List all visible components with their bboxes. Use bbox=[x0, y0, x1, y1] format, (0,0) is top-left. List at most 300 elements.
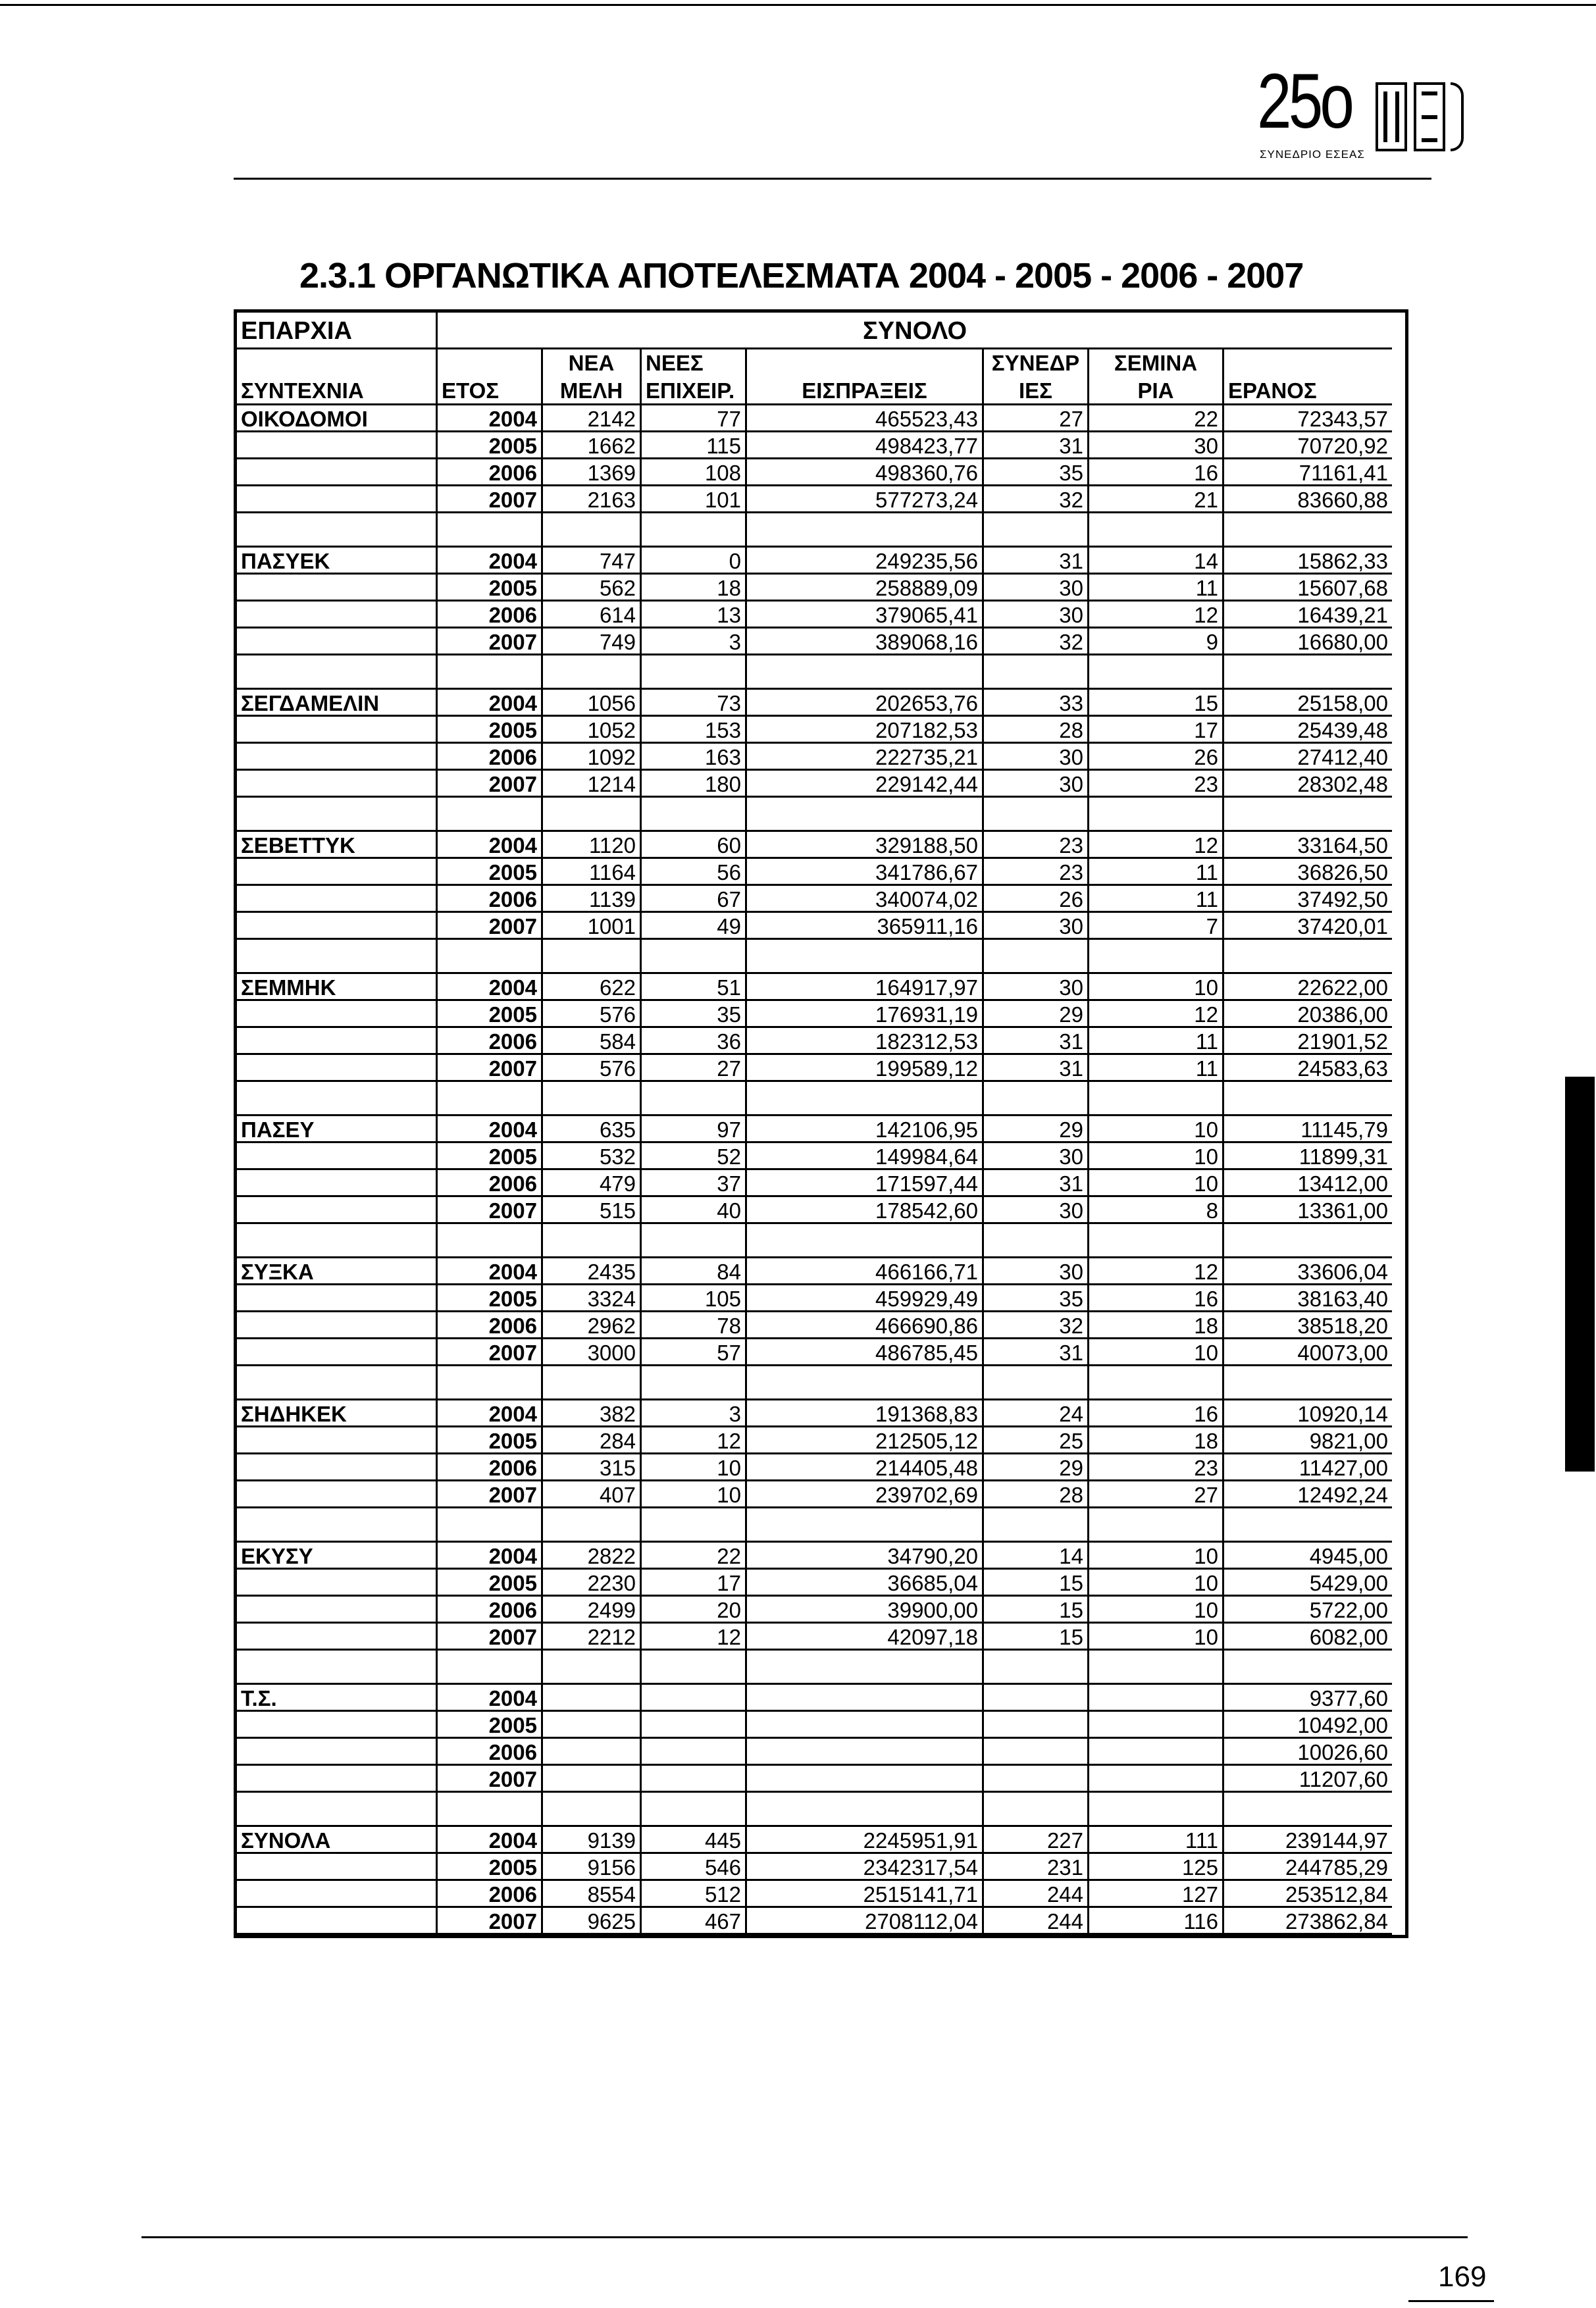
cell-new-companies: 57 bbox=[640, 1339, 745, 1366]
spacer-cell bbox=[1087, 513, 1222, 548]
cell-year: 2006 bbox=[436, 744, 541, 771]
header-l1-5: ΣΥΝΕΔΡ bbox=[982, 349, 1087, 376]
cell-new-companies bbox=[640, 1739, 745, 1766]
cell-receipts bbox=[745, 1712, 982, 1739]
cell-new-companies: 180 bbox=[640, 771, 745, 798]
spacer-cell bbox=[1222, 1224, 1392, 1258]
cell-new-companies: 12 bbox=[640, 1624, 745, 1651]
spacer-cell bbox=[237, 1508, 436, 1543]
cell-donation: 24583,63 bbox=[1222, 1055, 1392, 1082]
cell-receipts: 2245951,91 bbox=[745, 1827, 982, 1854]
union-name-empty bbox=[237, 913, 436, 940]
cell-conferences: 30 bbox=[982, 974, 1087, 1001]
cell-seminars bbox=[1087, 1712, 1222, 1739]
cell-new-companies bbox=[640, 1766, 745, 1793]
spacer-cell bbox=[1222, 1082, 1392, 1116]
cell-receipts: 465523,43 bbox=[745, 405, 982, 432]
union-name: ΠΑΣΕΥ bbox=[237, 1116, 436, 1143]
cell-receipts: 164917,97 bbox=[745, 974, 982, 1001]
union-name-empty bbox=[237, 1766, 436, 1793]
cell-seminars: 10 bbox=[1087, 1624, 1222, 1651]
cell-donation: 10026,60 bbox=[1222, 1739, 1392, 1766]
cell-new-members: 584 bbox=[541, 1028, 640, 1055]
spacer-cell bbox=[640, 1366, 745, 1400]
cell-receipts: 379065,41 bbox=[745, 602, 982, 628]
cell-seminars: 10 bbox=[1087, 1116, 1222, 1143]
cell-new-members: 562 bbox=[541, 575, 640, 602]
cell-new-members: 2230 bbox=[541, 1570, 640, 1597]
cell-new-companies: 105 bbox=[640, 1285, 745, 1312]
cell-seminars: 10 bbox=[1087, 974, 1222, 1001]
cell-new-members: 315 bbox=[541, 1454, 640, 1481]
union-name-empty bbox=[237, 486, 436, 513]
cell-donation: 244785,29 bbox=[1222, 1854, 1392, 1881]
header-conferences: ΙΕΣ bbox=[982, 376, 1087, 405]
cell-year: 2006 bbox=[436, 1881, 541, 1908]
cell-conferences: 31 bbox=[982, 1028, 1087, 1055]
union-name-empty bbox=[237, 859, 436, 886]
cell-new-companies: 153 bbox=[640, 717, 745, 744]
cell-seminars: 16 bbox=[1087, 459, 1222, 486]
cell-new-companies: 17 bbox=[640, 1570, 745, 1597]
header-new-members: ΜΕΛΗ bbox=[541, 376, 640, 405]
logo-glyph-e bbox=[1414, 82, 1445, 151]
cell-donation: 5722,00 bbox=[1222, 1597, 1392, 1624]
spacer-cell bbox=[982, 798, 1087, 832]
spacer-cell bbox=[982, 655, 1087, 690]
cell-new-members: 479 bbox=[541, 1170, 640, 1197]
spacer-cell bbox=[436, 1082, 541, 1116]
cell-year: 2005 bbox=[436, 1712, 541, 1739]
union-name-empty bbox=[237, 602, 436, 628]
union-name: Τ.Σ. bbox=[237, 1685, 436, 1712]
cell-new-members: 1139 bbox=[541, 886, 640, 913]
cell-seminars: 11 bbox=[1087, 575, 1222, 602]
logo-glyph-p bbox=[1376, 82, 1407, 151]
cell-new-members: 3000 bbox=[541, 1339, 640, 1366]
cell-conferences: 29 bbox=[982, 1116, 1087, 1143]
spacer-cell bbox=[237, 798, 436, 832]
cell-receipts: 341786,67 bbox=[745, 859, 982, 886]
union-name-empty bbox=[237, 1481, 436, 1508]
union-name-empty bbox=[237, 1597, 436, 1624]
cell-receipts: 239702,69 bbox=[745, 1481, 982, 1508]
cell-seminars: 10 bbox=[1087, 1597, 1222, 1624]
cell-donation: 6082,00 bbox=[1222, 1624, 1392, 1651]
union-name-empty bbox=[237, 1854, 436, 1881]
cell-seminars bbox=[1087, 1739, 1222, 1766]
union-name-empty bbox=[237, 1285, 436, 1312]
header-l1-0 bbox=[237, 349, 436, 376]
cell-receipts: 207182,53 bbox=[745, 717, 982, 744]
cell-donation: 10492,00 bbox=[1222, 1712, 1392, 1739]
cell-new-companies: 36 bbox=[640, 1028, 745, 1055]
spacer-cell bbox=[640, 1651, 745, 1685]
cell-seminars: 9 bbox=[1087, 628, 1222, 655]
cell-new-companies: 22 bbox=[640, 1543, 745, 1570]
spacer-cell bbox=[982, 1793, 1087, 1827]
spacer-cell bbox=[237, 1366, 436, 1400]
cell-year: 2007 bbox=[436, 1766, 541, 1793]
spacer-cell bbox=[541, 1224, 640, 1258]
top-rule bbox=[0, 4, 1596, 6]
cell-conferences: 31 bbox=[982, 1339, 1087, 1366]
cell-year: 2005 bbox=[436, 432, 541, 459]
cell-new-companies: 52 bbox=[640, 1143, 745, 1170]
cell-donation: 16680,00 bbox=[1222, 628, 1392, 655]
cell-conferences: 227 bbox=[982, 1827, 1087, 1854]
spacer-cell bbox=[745, 940, 982, 974]
cell-year: 2004 bbox=[436, 1827, 541, 1854]
cell-year: 2004 bbox=[436, 1685, 541, 1712]
cell-conferences: 15 bbox=[982, 1570, 1087, 1597]
header-receipts: ΕΙΣΠΡΑΞΕΙΣ bbox=[745, 376, 982, 405]
union-name-empty bbox=[237, 1712, 436, 1739]
cell-new-members: 284 bbox=[541, 1427, 640, 1454]
cell-conferences: 244 bbox=[982, 1881, 1087, 1908]
cell-seminars: 21 bbox=[1087, 486, 1222, 513]
cell-donation: 12492,24 bbox=[1222, 1481, 1392, 1508]
cell-year: 2004 bbox=[436, 974, 541, 1001]
cell-receipts: 212505,12 bbox=[745, 1427, 982, 1454]
cell-new-members bbox=[541, 1739, 640, 1766]
cell-conferences: 15 bbox=[982, 1597, 1087, 1624]
cell-year: 2005 bbox=[436, 1001, 541, 1028]
cell-receipts: 389068,16 bbox=[745, 628, 982, 655]
cell-receipts: 258889,09 bbox=[745, 575, 982, 602]
cell-new-companies: 445 bbox=[640, 1827, 745, 1854]
cell-new-members: 2142 bbox=[541, 405, 640, 432]
cell-new-members: 1052 bbox=[541, 717, 640, 744]
spacer-cell bbox=[982, 1366, 1087, 1400]
cell-year: 2005 bbox=[436, 859, 541, 886]
cell-new-companies: 77 bbox=[640, 405, 745, 432]
cell-seminars: 16 bbox=[1087, 1400, 1222, 1427]
cell-conferences: 27 bbox=[982, 405, 1087, 432]
cell-seminars: 16 bbox=[1087, 1285, 1222, 1312]
logo-subtitle: ΣΥΝΕΔΡΙΟ ΕΣΕΑΣ bbox=[1260, 148, 1365, 161]
cell-new-members: 532 bbox=[541, 1143, 640, 1170]
cell-year: 2007 bbox=[436, 913, 541, 940]
cell-donation: 5429,00 bbox=[1222, 1570, 1392, 1597]
spacer-cell bbox=[1222, 513, 1392, 548]
cell-year: 2007 bbox=[436, 1908, 541, 1935]
cell-donation: 22622,00 bbox=[1222, 974, 1392, 1001]
cell-receipts: 229142,44 bbox=[745, 771, 982, 798]
cell-seminars: 8 bbox=[1087, 1197, 1222, 1224]
spacer-cell bbox=[1087, 940, 1222, 974]
cell-receipts: 577273,24 bbox=[745, 486, 982, 513]
cell-new-members: 1001 bbox=[541, 913, 640, 940]
cell-receipts: 171597,44 bbox=[745, 1170, 982, 1197]
cell-receipts: 329188,50 bbox=[745, 832, 982, 859]
cell-new-companies: 512 bbox=[640, 1881, 745, 1908]
cell-donation: 38518,20 bbox=[1222, 1312, 1392, 1339]
cell-new-members: 2499 bbox=[541, 1597, 640, 1624]
cell-conferences: 28 bbox=[982, 1481, 1087, 1508]
cell-donation: 71161,41 bbox=[1222, 459, 1392, 486]
spacer-cell bbox=[745, 513, 982, 548]
spacer-cell bbox=[541, 1366, 640, 1400]
cell-new-members bbox=[541, 1766, 640, 1793]
cell-new-companies: 51 bbox=[640, 974, 745, 1001]
cell-new-companies: 35 bbox=[640, 1001, 745, 1028]
cell-conferences: 32 bbox=[982, 1312, 1087, 1339]
spacer-cell bbox=[436, 1651, 541, 1685]
spacer-cell bbox=[745, 655, 982, 690]
cell-conferences: 30 bbox=[982, 744, 1087, 771]
cell-seminars: 12 bbox=[1087, 832, 1222, 859]
header-year: ΕΤΟΣ bbox=[436, 376, 541, 405]
cell-year: 2005 bbox=[436, 1285, 541, 1312]
cell-new-members: 2163 bbox=[541, 486, 640, 513]
cell-year: 2004 bbox=[436, 1116, 541, 1143]
cell-new-members: 382 bbox=[541, 1400, 640, 1427]
page-title: 2.3.1 ΟΡΓΑΝΩΤΙΚΑ ΑΠΟΤΕΛΕΣΜΑΤΑ 2004 - 2005 - 2006 - 2007 bbox=[299, 256, 1304, 295]
cell-new-members: 635 bbox=[541, 1116, 640, 1143]
union-name-empty bbox=[237, 459, 436, 486]
cell-new-companies: 101 bbox=[640, 486, 745, 513]
cell-conferences: 26 bbox=[982, 886, 1087, 913]
cell-new-companies: 3 bbox=[640, 1400, 745, 1427]
cell-receipts bbox=[745, 1766, 982, 1793]
cell-conferences: 32 bbox=[982, 628, 1087, 655]
header-donation: ΕΡΑΝΟΣ bbox=[1222, 376, 1392, 405]
cell-new-members: 2212 bbox=[541, 1624, 640, 1651]
cell-new-members: 749 bbox=[541, 628, 640, 655]
cell-new-companies: 27 bbox=[640, 1055, 745, 1082]
cell-new-companies: 20 bbox=[640, 1597, 745, 1624]
union-name: ΣΕΒΕΤΤΥΚ bbox=[237, 832, 436, 859]
cell-donation: 4945,00 bbox=[1222, 1543, 1392, 1570]
union-name: ΣΕΜΜΗΚ bbox=[237, 974, 436, 1001]
cell-donation: 25158,00 bbox=[1222, 690, 1392, 717]
cell-year: 2004 bbox=[436, 1258, 541, 1285]
cell-donation: 9821,00 bbox=[1222, 1427, 1392, 1454]
cell-seminars: 17 bbox=[1087, 717, 1222, 744]
cell-seminars: 14 bbox=[1087, 548, 1222, 575]
spacer-cell bbox=[1222, 655, 1392, 690]
cell-conferences: 24 bbox=[982, 1400, 1087, 1427]
union-name: ΕΚΥΣΥ bbox=[237, 1543, 436, 1570]
cell-conferences: 30 bbox=[982, 1258, 1087, 1285]
cell-new-members: 9139 bbox=[541, 1827, 640, 1854]
cell-donation: 20386,00 bbox=[1222, 1001, 1392, 1028]
cell-new-members: 1662 bbox=[541, 432, 640, 459]
union-name: ΠΑΣΥΕΚ bbox=[237, 548, 436, 575]
cell-receipts: 486785,45 bbox=[745, 1339, 982, 1366]
cell-year: 2007 bbox=[436, 1481, 541, 1508]
union-name-empty bbox=[237, 1570, 436, 1597]
cell-receipts: 249235,56 bbox=[745, 548, 982, 575]
spacer-cell bbox=[982, 1082, 1087, 1116]
cell-year: 2007 bbox=[436, 628, 541, 655]
cell-donation: 15862,33 bbox=[1222, 548, 1392, 575]
cell-year: 2005 bbox=[436, 1427, 541, 1454]
spacer-cell bbox=[1222, 1508, 1392, 1543]
cell-receipts: 498423,77 bbox=[745, 432, 982, 459]
union-name-empty bbox=[237, 1739, 436, 1766]
spacer-cell bbox=[237, 1793, 436, 1827]
union-name-empty bbox=[237, 1028, 436, 1055]
cell-new-companies: 37 bbox=[640, 1170, 745, 1197]
union-name-empty bbox=[237, 1881, 436, 1908]
cell-donation: 37420,01 bbox=[1222, 913, 1392, 940]
cell-seminars: 11 bbox=[1087, 1028, 1222, 1055]
spacer-cell bbox=[640, 513, 745, 548]
cell-receipts: 178542,60 bbox=[745, 1197, 982, 1224]
header-province: ΕΠΑΡΧΙΑ bbox=[237, 313, 436, 349]
cell-donation: 33164,50 bbox=[1222, 832, 1392, 859]
cell-new-companies: 467 bbox=[640, 1908, 745, 1935]
spacer-cell bbox=[745, 1366, 982, 1400]
header-l1-2: ΝΕΑ bbox=[541, 349, 640, 376]
cell-conferences: 25 bbox=[982, 1427, 1087, 1454]
cell-conferences: 23 bbox=[982, 859, 1087, 886]
union-name-empty bbox=[237, 575, 436, 602]
cell-conferences: 31 bbox=[982, 1055, 1087, 1082]
cell-new-companies: 0 bbox=[640, 548, 745, 575]
spacer-cell bbox=[1222, 1366, 1392, 1400]
cell-conferences: 23 bbox=[982, 832, 1087, 859]
spacer-cell bbox=[1087, 1508, 1222, 1543]
spacer-cell bbox=[1087, 1651, 1222, 1685]
cell-seminars: 125 bbox=[1087, 1854, 1222, 1881]
cell-seminars: 111 bbox=[1087, 1827, 1222, 1854]
cell-donation: 11899,31 bbox=[1222, 1143, 1392, 1170]
cell-year: 2004 bbox=[436, 405, 541, 432]
results-grid bbox=[237, 313, 1405, 1935]
cell-seminars: 11 bbox=[1087, 886, 1222, 913]
cell-donation: 11145,79 bbox=[1222, 1116, 1392, 1143]
union-name: ΣΥΞΚΑ bbox=[237, 1258, 436, 1285]
cell-seminars: 18 bbox=[1087, 1427, 1222, 1454]
spacer-cell bbox=[436, 655, 541, 690]
union-name: ΣΗΔΗΚΕΚ bbox=[237, 1400, 436, 1427]
cell-donation: 33606,04 bbox=[1222, 1258, 1392, 1285]
cell-conferences: 30 bbox=[982, 1143, 1087, 1170]
cell-receipts: 149984,64 bbox=[745, 1143, 982, 1170]
cell-year: 2005 bbox=[436, 1854, 541, 1881]
footer-rule bbox=[142, 2236, 1468, 2238]
union-name-empty bbox=[237, 1339, 436, 1366]
cell-receipts: 340074,02 bbox=[745, 886, 982, 913]
cell-receipts: 182312,53 bbox=[745, 1028, 982, 1055]
cell-new-members: 1214 bbox=[541, 771, 640, 798]
cell-receipts: 498360,76 bbox=[745, 459, 982, 486]
cell-seminars: 10 bbox=[1087, 1143, 1222, 1170]
spacer-cell bbox=[237, 1651, 436, 1685]
spacer-cell bbox=[237, 513, 436, 548]
cell-year: 2006 bbox=[436, 459, 541, 486]
cell-new-members: 9625 bbox=[541, 1908, 640, 1935]
cell-new-companies: 3 bbox=[640, 628, 745, 655]
union-name: ΣΕΓΔΑΜΕΛΙΝ bbox=[237, 690, 436, 717]
cell-year: 2004 bbox=[436, 548, 541, 575]
cell-new-companies: 12 bbox=[640, 1427, 745, 1454]
header-l1-3: ΝΕΕΣ bbox=[640, 349, 745, 376]
cell-year: 2006 bbox=[436, 1454, 541, 1481]
cell-donation: 253512,84 bbox=[1222, 1881, 1392, 1908]
cell-seminars: 30 bbox=[1087, 432, 1222, 459]
spacer-cell bbox=[1087, 1366, 1222, 1400]
cell-seminars: 10 bbox=[1087, 1570, 1222, 1597]
cell-new-members: 2962 bbox=[541, 1312, 640, 1339]
spacer-cell bbox=[237, 940, 436, 974]
spacer-cell bbox=[541, 798, 640, 832]
cell-seminars: 116 bbox=[1087, 1908, 1222, 1935]
cell-receipts: 34790,20 bbox=[745, 1543, 982, 1570]
cell-year: 2006 bbox=[436, 1739, 541, 1766]
spacer-cell bbox=[541, 513, 640, 548]
union-name-empty bbox=[237, 1143, 436, 1170]
cell-new-members: 2435 bbox=[541, 1258, 640, 1285]
spacer-cell bbox=[237, 1224, 436, 1258]
cell-new-companies: 84 bbox=[640, 1258, 745, 1285]
cell-year: 2006 bbox=[436, 1028, 541, 1055]
union-name-empty bbox=[237, 1624, 436, 1651]
cell-conferences: 31 bbox=[982, 548, 1087, 575]
cell-new-members: 1164 bbox=[541, 859, 640, 886]
spacer-cell bbox=[982, 513, 1087, 548]
cell-new-companies: 97 bbox=[640, 1116, 745, 1143]
cell-new-companies: 13 bbox=[640, 602, 745, 628]
cell-new-members: 515 bbox=[541, 1197, 640, 1224]
cell-year: 2006 bbox=[436, 1597, 541, 1624]
cell-receipts: 365911,16 bbox=[745, 913, 982, 940]
cell-donation: 36826,50 bbox=[1222, 859, 1392, 886]
cell-new-companies: 18 bbox=[640, 575, 745, 602]
cell-donation: 21901,52 bbox=[1222, 1028, 1392, 1055]
cell-new-companies: 10 bbox=[640, 1481, 745, 1508]
spacer-cell bbox=[541, 1508, 640, 1543]
union-name: ΣΥΝΟΛΑ bbox=[237, 1827, 436, 1854]
cell-new-companies: 60 bbox=[640, 832, 745, 859]
cell-seminars: 23 bbox=[1087, 1454, 1222, 1481]
union-name-empty bbox=[237, 1427, 436, 1454]
spacer-cell bbox=[436, 940, 541, 974]
cell-conferences bbox=[982, 1766, 1087, 1793]
spacer-cell bbox=[640, 940, 745, 974]
cell-conferences: 31 bbox=[982, 1170, 1087, 1197]
spacer-cell bbox=[436, 513, 541, 548]
cell-new-members: 3324 bbox=[541, 1285, 640, 1312]
cell-new-members bbox=[541, 1685, 640, 1712]
cell-donation: 38163,40 bbox=[1222, 1285, 1392, 1312]
spacer-cell bbox=[1087, 1793, 1222, 1827]
cell-new-companies: 108 bbox=[640, 459, 745, 486]
cell-receipts bbox=[745, 1739, 982, 1766]
spacer-cell bbox=[541, 1651, 640, 1685]
spacer-cell bbox=[745, 1793, 982, 1827]
cell-year: 2007 bbox=[436, 771, 541, 798]
cell-year: 2006 bbox=[436, 1170, 541, 1197]
spacer-cell bbox=[1222, 798, 1392, 832]
cell-donation: 27412,40 bbox=[1222, 744, 1392, 771]
cell-donation: 70720,92 bbox=[1222, 432, 1392, 459]
cell-new-companies: 163 bbox=[640, 744, 745, 771]
cell-conferences: 15 bbox=[982, 1624, 1087, 1651]
cell-conferences: 29 bbox=[982, 1454, 1087, 1481]
union-name-empty bbox=[237, 717, 436, 744]
cell-donation: 25439,48 bbox=[1222, 717, 1392, 744]
cell-new-members: 1369 bbox=[541, 459, 640, 486]
union-name-empty bbox=[237, 1001, 436, 1028]
header-l1-1 bbox=[436, 349, 541, 376]
cell-new-companies: 40 bbox=[640, 1197, 745, 1224]
cell-conferences: 30 bbox=[982, 1197, 1087, 1224]
cell-year: 2004 bbox=[436, 690, 541, 717]
